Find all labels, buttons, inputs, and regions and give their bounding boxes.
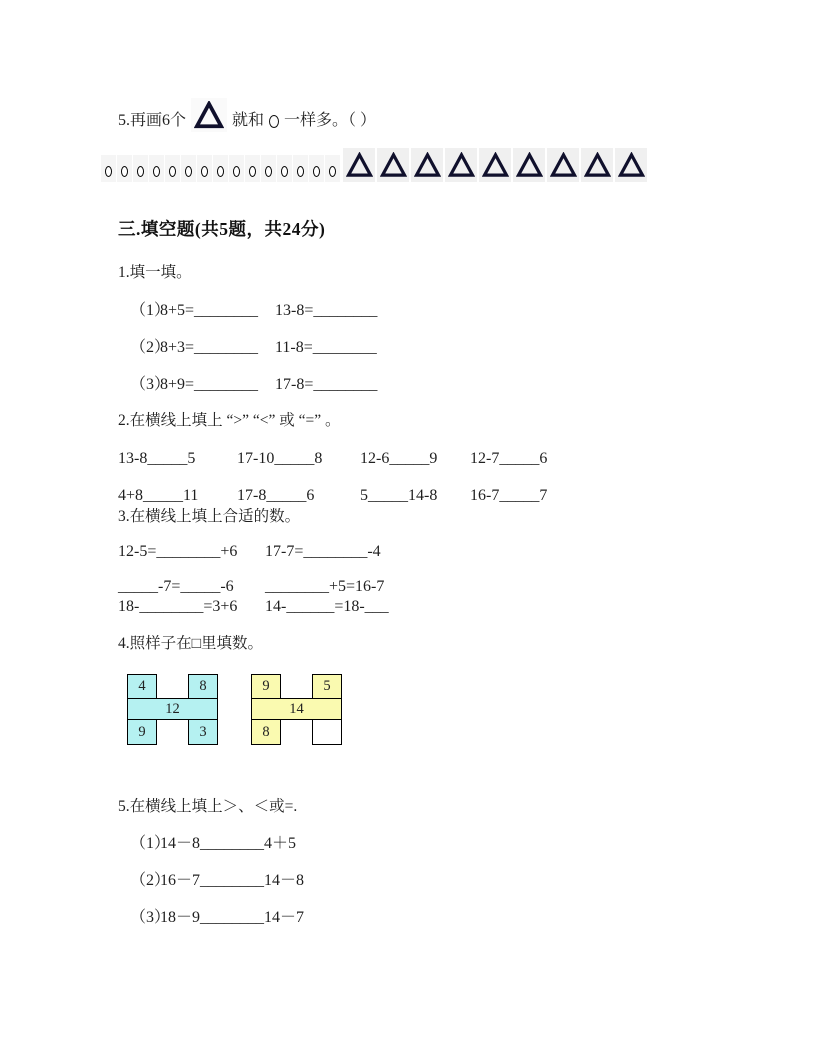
q4-title: 4.照样子在□里填数。 (118, 635, 263, 652)
diagram-cell: 4 (127, 674, 157, 699)
h-diagrams (127, 674, 342, 745)
equation-blank: _____-7=_____-6 (118, 578, 234, 595)
circle-icon (293, 155, 308, 182)
item-number: （3） (130, 376, 171, 393)
equation-blank: 12-7_____6 (470, 450, 548, 467)
circle-icon (101, 155, 116, 182)
q1-row (130, 337, 377, 359)
diagram-cell: 8 (188, 674, 218, 699)
item-number: （1） (130, 302, 171, 319)
q2-row (118, 448, 547, 470)
circle-icon (229, 155, 244, 182)
circle-icon (117, 155, 132, 182)
equation-blank: 4+8_____11 (118, 487, 199, 504)
circle-icon (245, 155, 260, 182)
h-diagram-example (127, 674, 218, 745)
triangle-icon (513, 148, 545, 182)
circle-icon (165, 155, 180, 182)
triangle-icon (191, 98, 227, 132)
triangle-icon (547, 148, 579, 182)
equation-blank: 5_____14-8 (360, 487, 438, 504)
equation-blank: 17-10_____8 (237, 450, 323, 467)
triangle-icon (343, 148, 375, 182)
circle-icon (133, 155, 148, 182)
circle-icon (213, 155, 228, 182)
equation-blank: 12-5=________+6 (118, 543, 238, 560)
q3-row (118, 576, 384, 598)
equation-blank: 17-8_____6 (237, 487, 315, 504)
intro-question-mid: 就和 (232, 112, 265, 129)
circle-icon (261, 155, 276, 182)
diagram-cell: 3 (188, 719, 218, 745)
equation-blank: 17-7=________-4 (265, 543, 381, 560)
equation-blank: 13-8_____5 (118, 450, 196, 467)
equation-blank: 18－9________14－7 (160, 909, 305, 926)
equation-blank: 16－7________14－8 (160, 872, 305, 889)
triangle-icon (377, 148, 409, 182)
triangle-icon (615, 148, 647, 182)
h-diagram-exercise (251, 674, 342, 745)
triangle-icon (411, 148, 443, 182)
diagram-cell: 9 (127, 719, 157, 745)
circle-icon (309, 155, 324, 182)
circle-icon (269, 115, 279, 128)
triangle-icon (445, 148, 477, 182)
shapes-row (101, 148, 647, 182)
equation-blank: 13-8=________ (275, 302, 378, 319)
q1-row (130, 300, 377, 322)
intro-question-suffix: 一样多。（ ） (284, 112, 377, 129)
q3-row (118, 596, 389, 618)
diagram-cell: 14 (251, 698, 342, 720)
intro-question-prefix: 5.再画6个 (118, 112, 187, 129)
q5-row (130, 907, 304, 929)
equation-blank: 12-6_____9 (360, 450, 438, 467)
q3-row (118, 541, 381, 563)
q5-row (130, 833, 296, 855)
q1-title: 1.填一填。 (118, 264, 192, 281)
equation-blank: 8+9=________ (160, 376, 259, 393)
triangle-icon (479, 148, 511, 182)
triangle-icon (581, 148, 613, 182)
equation-blank: 14－8________4＋5 (160, 835, 297, 852)
item-number: （1） (130, 835, 171, 852)
intro-question-line (118, 98, 376, 132)
diagram-cell: 5 (312, 674, 342, 699)
q2-title: 2.在横线上填上 “>” “<” 或 “=” 。 (118, 412, 341, 429)
equation-blank: 8+3=________ (160, 339, 259, 356)
circle-icon (325, 155, 340, 182)
circle-icon (277, 155, 292, 182)
diagram-cell-empty (312, 719, 342, 745)
q2-row (118, 485, 547, 507)
item-number: （2） (130, 339, 171, 356)
equation-blank: 17-8=________ (275, 376, 378, 393)
circle-icon (149, 155, 164, 182)
equation-blank: 14-______=18-___ (265, 598, 389, 615)
equation-blank: 18-________=3+6 (118, 598, 238, 615)
equation-blank: 11-8=________ (275, 339, 377, 356)
equation-blank: 16-7_____7 (470, 487, 548, 504)
q5-title: 5.在横线上填上＞、＜或=. (118, 798, 298, 815)
circle-icon (181, 155, 196, 182)
equation-blank: ________+5=16-7 (265, 578, 385, 595)
equation-blank: 8+5=________ (160, 302, 259, 319)
circle-icon (197, 155, 212, 182)
q1-row (130, 374, 377, 396)
item-number: （3） (130, 909, 171, 926)
q5-row (130, 870, 304, 892)
q3-title: 3.在横线上填上合适的数。 (118, 508, 301, 525)
diagram-cell: 8 (251, 719, 281, 745)
section-header: 三.填空题(共5题，共24分) (118, 219, 326, 239)
diagram-cell: 12 (127, 698, 218, 720)
diagram-cell: 9 (251, 674, 281, 699)
item-number: （2） (130, 872, 171, 889)
